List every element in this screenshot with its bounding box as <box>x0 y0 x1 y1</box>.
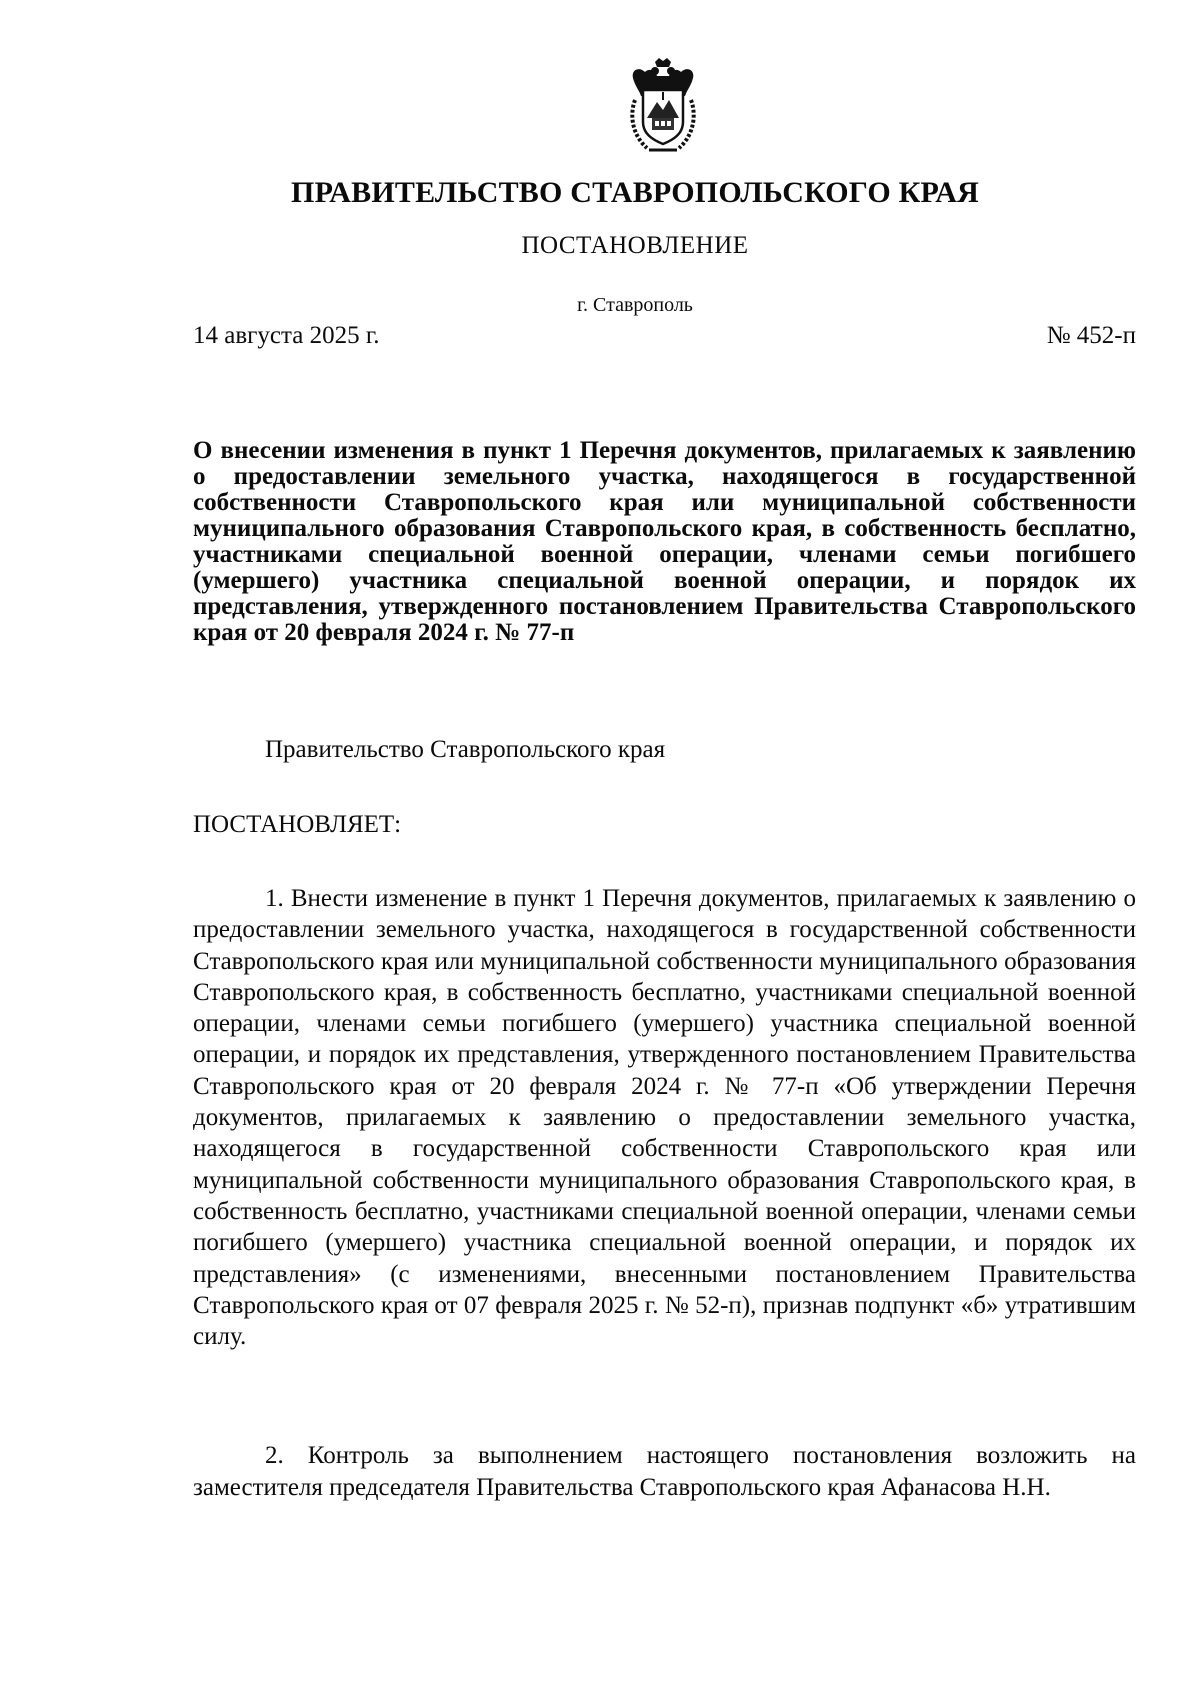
document-number: № 452-п <box>1046 322 1136 349</box>
document-subject: О внесении изменения в пункт 1 Перечня документов, прилагаемых к заявлению о предоставлении земельного участка, находящегося в государственной собственности Ставропольского края или муниципальной собственности муниципального образования Ставропольского края, в собственность бесплатно, участниками специальной военной операции, членами семьи погибшего (умершего) участника специальной военной операции, и порядок их представления, утвержденного постановлением Правительства Ставропольского края от 20 февраля 2024 г. № 77-п <box>193 437 1136 646</box>
paragraph-2: 2. Контроль за выполнением настоящего постановления возложить на заместителя председателя Правительства Ставропольского края Афанасова Н.Н. <box>193 1442 1136 1501</box>
government-title: ПРАВИТЕЛЬСТВО СТАВРОПОЛЬСКОГО КРАЯ <box>291 176 979 209</box>
coat-of-arms-icon <box>625 56 701 156</box>
document-type: ПОСТАНОВЛЕНИЕ <box>521 232 749 259</box>
preamble: Правительство Ставропольского края <box>265 736 666 763</box>
paragraph-1: 1. Внести изменение в пункт 1 Перечня документов, прилагаемых к заявлению о предоставлении земельного участка, находящегося в государственной собственности Ставропольского края или муниципальной собственности муниципального образования Ставропольского края, в собственность бесплатно, участниками специальной военной операции, членами семьи погибшего (умершего) участника специальной военной операции, и порядок их представления, утвержденного постановлением Правительства Ставропольского края от 20 февраля 2024 г. № 77-п «Об утверждении Перечня документов, прилагаемых к заявлению о предоставлении земельного участка, находящегося в государственной собственности Ставропольского края или муниципальной собственности муниципального образования Ставропольского края, в собственность бесплатно, участниками специальной военной операции, членами семьи погибшего (умершего) участника специальной военной операции, и порядок их представления» (с изменениями, внесенными постановлением Правительства Ставропольского края от 07 февраля 2025 г. № 52-п), признав подпункт «б» утратившим силу. <box>193 885 1136 1351</box>
resolves-heading: ПОСТАНОВЛЯЕТ: <box>193 811 402 838</box>
document-date: 14 августа 2025 г. <box>193 322 380 349</box>
document-city: г. Ставрополь <box>577 294 693 316</box>
